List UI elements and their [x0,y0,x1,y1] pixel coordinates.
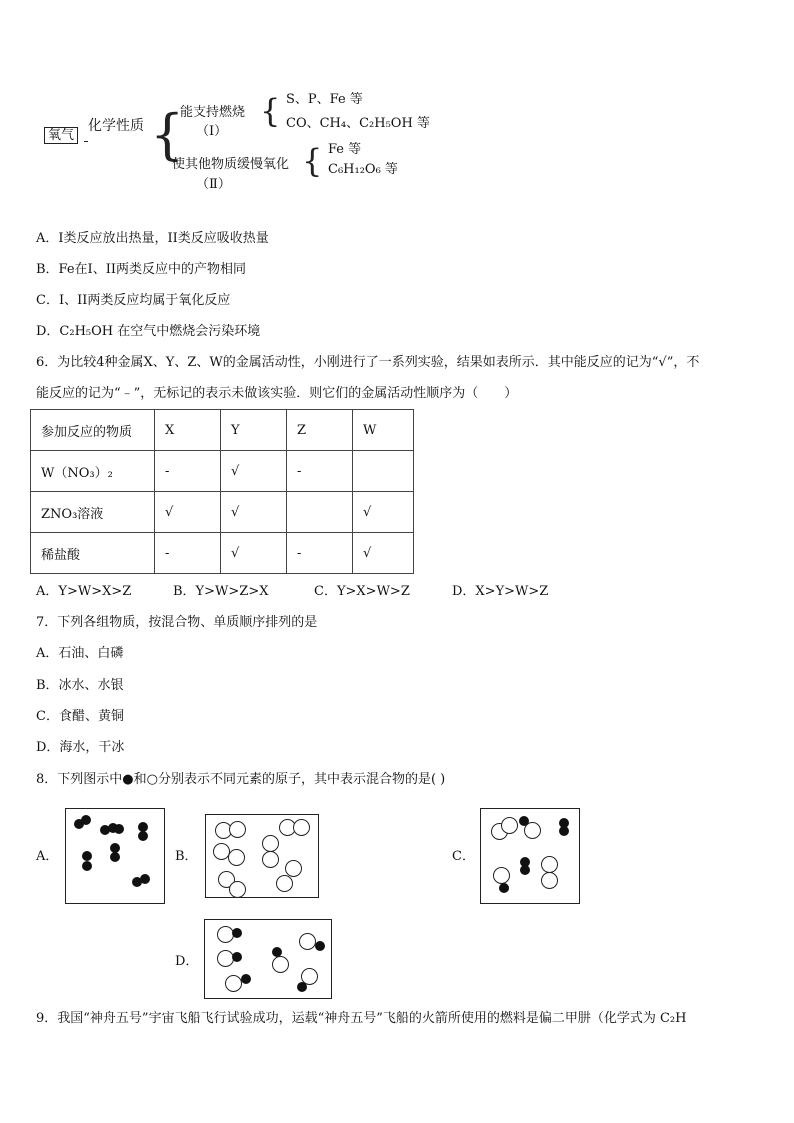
branch2-item2: C₆H₁₂O₆ 等 [328,162,398,177]
q6-option-b: B．Y>W>Z>X [173,584,269,599]
branch2-brace: { [302,142,323,180]
branch2-tag: （Ⅱ） [196,177,231,192]
white-atom [541,856,558,873]
table-cell [353,451,414,492]
branch1-brace: { [260,92,281,130]
white-atom [225,975,242,992]
table-cell: - [287,533,353,574]
q8-label-c: C． [452,849,475,864]
white-atom [524,822,541,839]
property-label: 化学性质 [88,118,144,134]
black-atom [499,883,509,893]
white-atom [285,860,302,877]
black-atom [82,851,92,861]
q8-label-d: D． [175,954,199,969]
table-cell: √ [221,533,287,574]
table-cell: W（NO₃）₂ [31,451,155,492]
white-atom [228,849,245,866]
main-brace: { [150,103,185,166]
oxygen-connector-line [84,141,88,142]
q8-panel-b [205,814,319,898]
table-cell [287,492,353,533]
q9-stem: 9．我国“神舟五号”宇宙飞船飞行试验成功，运载“神舟五号”飞船的火箭所使用的燃料是偏二甲肼（化学式为 C₂H [36,1011,687,1026]
branch1-item2: CO、CH₄、C₂H₅OH 等 [286,116,430,131]
table-cell: √ [221,492,287,533]
black-atom [82,861,92,871]
white-atom [262,835,279,852]
branch1-item1: S、P、Fe 等 [286,92,363,107]
table-row [31,451,414,492]
table-row [31,492,414,533]
q7-option-c: C．食醋、黄铜 [36,709,124,724]
white-atom [229,821,246,838]
black-atom [232,928,242,938]
table-row [31,533,414,574]
black-atom [110,852,120,862]
table-header-cell: 参加反应的物质 [31,410,155,451]
oxygen-label: 氧气 [44,127,78,144]
q6-stem-line2: 能反应的记为“﹣”，无标记的表示未做该实验．则它们的金属活动性顺序为（ ） [36,386,518,401]
table-header-cell: Y [221,410,287,451]
q5-option-b: B．Fe在I、II两类反应中的产物相同 [36,262,246,277]
black-atom [315,941,325,951]
table-cell: 稀盐酸 [31,533,155,574]
table-header-cell: W [353,410,414,451]
branch1-tag: （Ⅰ） [196,124,228,139]
table-cell: ZNO₃溶液 [31,492,155,533]
black-atom [114,824,124,834]
black-atom [81,815,91,825]
white-atom [493,867,510,884]
table-cell: √ [353,492,414,533]
q5-option-d: D．C₂H₅OH 在空气中燃烧会污染环境 [36,324,261,339]
black-atom [520,865,530,875]
white-atom [299,933,316,950]
black-atom [138,831,148,841]
q7-option-a: A．石油、白磷 [36,646,124,661]
q6-stem-line1: 6．为比较4种金属X、Y、Z、W的金属活动性，小刚进行了一系列实验，结果如表所示．其中能反应的记为“√”，不 [36,355,700,370]
q6-option-c: C．Y>X>W>Z [314,584,410,599]
q8-panel-d [204,919,332,999]
table-header-cell: Z [287,410,353,451]
q8-panel-c [480,808,580,904]
white-atom [272,956,289,973]
q7-option-b: B．冰水、水银 [36,678,124,693]
q6-table [30,409,414,574]
white-atom [501,817,518,834]
table-cell: √ [353,533,414,574]
q5-option-c: C．I、II两类反应均属于氧化反应 [36,293,231,308]
branch1-label: 能支持燃烧 [180,105,246,120]
white-atom [541,872,558,889]
branch2-label: 使其他物质缓慢氧化 [172,157,290,172]
table-cell: - [287,451,353,492]
branch2-item1: Fe 等 [328,142,362,157]
q6-option-a: A．Y>W>X>Z [36,584,132,599]
q8-panel-a [65,808,165,904]
q7-option-d: D．海水，干冰 [36,740,125,755]
black-atom [140,874,150,884]
table-cell: - [155,533,221,574]
black-atom [232,952,242,962]
table-header-row [31,410,414,451]
table-header-cell: X [155,410,221,451]
black-atom [297,982,307,992]
table-cell: - [155,451,221,492]
table-cell: √ [221,451,287,492]
black-atom [241,974,251,984]
white-atom [262,851,279,868]
white-atom [293,819,310,836]
q5-option-a: A．I类反应放出热量，II类反应吸收热量 [36,231,269,246]
black-atom [559,826,569,836]
table-cell: √ [155,492,221,533]
q8-stem: 8．下列图示中●和○分别表示不同元素的原子，其中表示混合物的是( ) [36,772,446,787]
q7-stem: 7．下列各组物质，按混合物、单质顺序排列的是 [36,615,318,630]
white-atom [276,875,293,892]
q6-option-d: D．X>Y>W>Z [452,584,549,599]
q8-label-b: B． [175,849,198,864]
white-atom [229,881,246,898]
q8-label-a: A． [36,849,59,864]
